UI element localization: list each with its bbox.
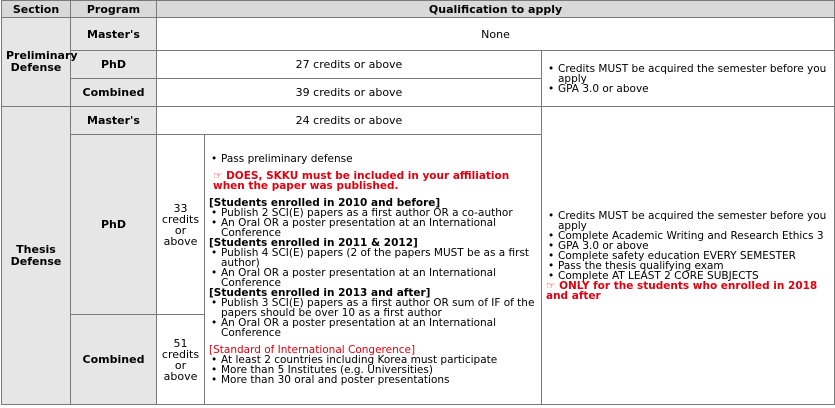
list-item: • More than 5 Institutes (e.g. Universities) xyxy=(209,365,537,375)
list-item: • Publish 4 SCI(E) papers (2 of the papers MUST be as a first author) xyxy=(209,248,537,268)
table-row xyxy=(2,51,835,79)
program-combined: Combined xyxy=(71,315,157,405)
header-row xyxy=(2,1,835,18)
thesis-conditions xyxy=(542,107,835,405)
prelim-conditions xyxy=(542,51,835,107)
enrollment-note: ☞ ONLY for the students who enrolled in 2018 and after xyxy=(546,279,818,302)
program-masters: Master's xyxy=(71,107,157,135)
header-qualification: Qualification to apply xyxy=(157,1,835,18)
program-phd: PhD xyxy=(71,51,157,79)
list-item: • More than 30 oral and poster presentations xyxy=(209,375,537,385)
list-item: • An Oral OR a poster presentation at an International Conference xyxy=(209,218,537,238)
header-section: Section xyxy=(2,1,71,18)
group1-title: [Students enrolled in 2010 and before] xyxy=(209,197,441,209)
list-item: • Publish 3 SCI(E) papers as a first author OR sum of IF of the papers should be over 10 as a first author xyxy=(209,298,537,318)
phd-credits: 33 credits or above xyxy=(157,135,205,315)
table-row xyxy=(2,18,835,51)
skku-note: ☞ DOES, SKKU must be included in your affiliation when the paper was published. xyxy=(213,170,510,192)
section-thesis: Thesis Defense xyxy=(2,107,71,405)
list-item: • Pass the thesis qualifying exam xyxy=(546,261,830,271)
prelim-masters-value: None xyxy=(157,18,835,51)
group2-title: [Students enrolled in 2011 & 2012] xyxy=(209,237,418,249)
thesis-masters-value: 24 credits or above xyxy=(157,107,542,135)
list-item: • Publish 2 SCI(E) papers as a first author OR a co-author xyxy=(209,208,537,218)
qualification-table xyxy=(1,0,835,405)
section-preliminary: Preliminary Defense xyxy=(2,18,71,107)
thesis-requirements xyxy=(205,135,542,405)
list-item: • At least 2 countries including Korea must participate xyxy=(209,355,537,365)
program-phd: PhD xyxy=(71,135,157,315)
combined-credits: 51 credits or above xyxy=(157,315,205,405)
header-program: Program xyxy=(71,1,157,18)
list-item: • GPA 3.0 or above xyxy=(546,241,830,251)
program-combined: Combined xyxy=(71,79,157,107)
prelim-combined-value: 39 credits or above xyxy=(157,79,542,107)
table-row xyxy=(2,107,835,135)
list-item: • Credits MUST be acquired the semester before you apply xyxy=(546,64,830,84)
list-item: • Complete safety education EVERY SEMESTER xyxy=(546,251,830,261)
program-masters: Master's xyxy=(71,18,157,51)
prelim-phd-value: 27 credits or above xyxy=(157,51,542,79)
list-item: • Complete Academic Writing and Research Ethics 3 xyxy=(546,231,830,241)
standard-title: [Standard of International Congerence] xyxy=(209,344,416,356)
list-item: • Complete AT LEAST 2 CORE SUBJECTS xyxy=(546,271,830,281)
list-item: • Pass preliminary defense xyxy=(209,154,537,164)
list-item: • GPA 3.0 or above xyxy=(546,84,830,94)
group3-title: [Students enrolled in 2013 and after] xyxy=(209,287,431,299)
list-item: • An Oral OR a poster presentation at an International Conference xyxy=(209,318,537,338)
list-item: • An Oral OR a poster presentation at an International Conference xyxy=(209,268,537,288)
list-item: • Credits MUST be acquired the semester before you apply xyxy=(546,211,830,231)
